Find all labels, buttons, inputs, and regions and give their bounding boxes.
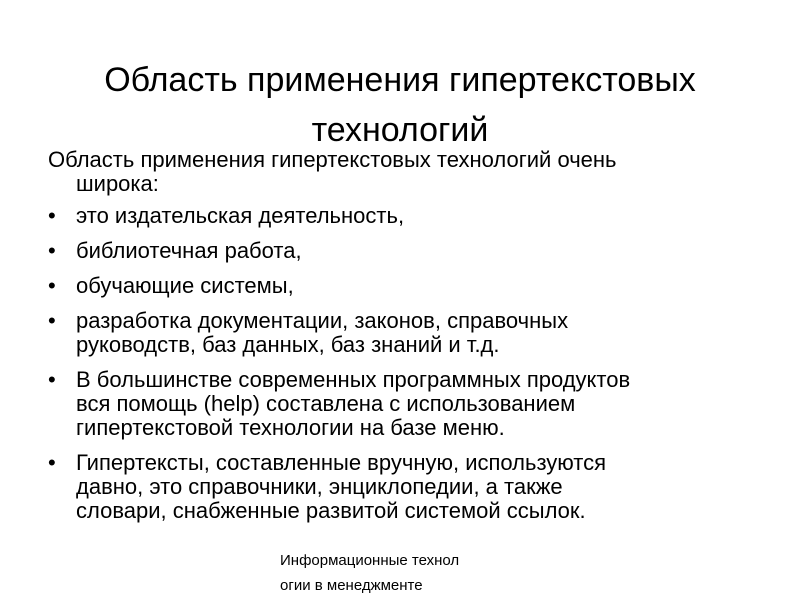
bullet-item	[48, 204, 748, 228]
bullet-marker: •	[48, 273, 56, 298]
bullet-text-line: давно, это справочники, энциклопедии, а также	[76, 474, 563, 499]
bullet-marker: •	[48, 367, 56, 392]
bullet-text-line: Гипертексты, составленные вручную, используются	[76, 450, 607, 475]
bullet-text-line: обучающие системы,	[76, 273, 294, 298]
bullet-list	[48, 204, 748, 523]
bullet-item	[48, 309, 748, 357]
bullet-text-line: В большинстве современных программных продуктов	[76, 367, 631, 392]
bullet-item	[48, 368, 748, 440]
intro-line: широка:	[76, 171, 159, 196]
bullet-item	[48, 451, 748, 523]
footer-line: огии в менеджменте	[280, 577, 423, 594]
slide-footer	[280, 548, 540, 598]
bullet-item	[48, 274, 748, 298]
slide-title	[40, 55, 760, 155]
footer-line: Информационные технол	[280, 552, 460, 569]
bullet-marker: •	[48, 308, 56, 333]
bullet-marker: •	[48, 450, 56, 475]
intro-line: Область применения гипертекстовых технологий очень	[48, 147, 617, 172]
intro-paragraph	[48, 148, 748, 196]
bullet-text-line: словари, снабженные развитой системой ссылок.	[76, 498, 586, 523]
bullet-item	[48, 239, 748, 263]
bullet-text-line: гипертекстовой технологии на базе меню.	[76, 415, 505, 440]
bullet-text-line: вся помощь (help) составлена с использованием	[76, 391, 576, 416]
slide-title-line: Область применения гипертекстовых	[104, 60, 696, 99]
slide-body	[48, 148, 748, 534]
bullet-marker: •	[48, 238, 56, 263]
slide-title-line: технологий	[311, 110, 489, 149]
bullet-marker: •	[48, 203, 56, 228]
bullet-text-line: библиотечная работа,	[76, 238, 302, 263]
bullet-text-line: руководств, баз данных, баз знаний и т.д.	[76, 332, 500, 357]
bullet-text-line: это издательская деятельность,	[76, 203, 405, 228]
bullet-text-line: разработка документации, законов, справочных	[76, 308, 569, 333]
